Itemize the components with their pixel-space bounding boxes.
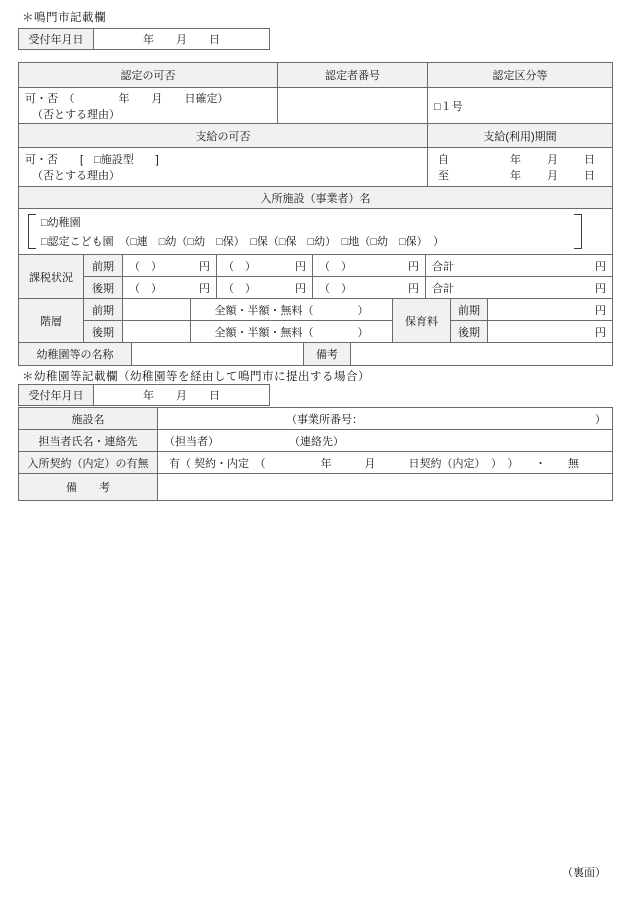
receipt-date-label: 受付年月日	[19, 29, 94, 50]
yen-unit: 円	[295, 260, 306, 273]
yen-unit: 円	[595, 260, 606, 273]
tier-label: 階層	[19, 299, 84, 343]
total-label: 合計	[432, 260, 454, 273]
approval-decision-cell	[19, 88, 278, 124]
contact-person-label: 担当者氏名・連絡先	[19, 430, 158, 452]
paren-field: （ ）	[319, 260, 352, 273]
contact-person-field	[158, 430, 613, 452]
back-side-note: （裏面）	[562, 867, 606, 879]
kindergarten-remarks-field	[158, 474, 613, 501]
yen-unit: 円	[199, 260, 210, 273]
childcare-fee-label: 保育料	[393, 299, 451, 343]
bracket-right-icon	[574, 214, 582, 249]
fee-amount-cell: 円	[488, 299, 613, 321]
payment-period-cell	[428, 148, 613, 187]
tier-value-field	[123, 299, 191, 321]
total-label: 合計	[432, 282, 454, 295]
period-to-year: 年	[510, 170, 521, 183]
term-label: 後期	[84, 321, 123, 343]
term-label: 後期	[451, 321, 488, 343]
admission-contract-field: 有（ 契約・内定 （ 年 月 日契約（内定） ） ） ・ 無	[158, 452, 613, 474]
bracket-left-icon	[28, 214, 36, 249]
fee-amount-cell: 円	[488, 321, 613, 343]
admission-contract-row	[19, 452, 613, 474]
approver-number-field	[278, 88, 428, 124]
facility-header-row	[19, 187, 613, 209]
approval-header: 認定の可否	[19, 63, 278, 88]
receipt-date-field: 年 月 日	[94, 385, 270, 406]
paren-field: （ ）	[129, 260, 162, 273]
facility-name-label: 施設名	[19, 408, 158, 430]
city-receipt-table	[18, 28, 270, 50]
kindergarten-section-title: ＊幼稚園等記載欄（幼稚園等を経由して鳴門市に提出する場合）	[22, 371, 370, 383]
period-to-day: 日	[584, 170, 595, 183]
approver-number-header: 認定者番号	[278, 63, 428, 88]
approval-decision-line2: （否とする理由）	[32, 109, 120, 121]
kindergarten-remarks-row	[19, 474, 613, 501]
kindergarten-receipt-table	[18, 384, 270, 406]
contact-info-sub: （連絡先）	[289, 435, 344, 448]
office-number-close-paren: ）	[595, 413, 606, 426]
facility-options	[36, 211, 574, 252]
tier-row-second	[84, 321, 393, 343]
admission-contract-label: 入所契約（内定）の有無	[19, 452, 158, 474]
payment-header-row	[19, 124, 613, 148]
payment-header: 支給の可否	[19, 124, 428, 148]
tier-group	[19, 299, 613, 343]
facility-name-field	[158, 408, 613, 430]
period-from-month: 月	[547, 153, 558, 166]
tax-status-label: 課税状況	[19, 255, 84, 299]
tier-exemption-cell: 全額・半額・無料（ ）	[191, 299, 393, 321]
period-to-line	[428, 167, 612, 183]
facility-header: 入所施設（事業者）名	[19, 187, 613, 209]
facility-option-kodomoen: □認定こども園 （□連 □幼（□幼 □保） □保（□保 □幼） □地（□幼 □保） ）	[41, 236, 445, 248]
period-from-day: 日	[584, 153, 595, 166]
payment-decision-line2: （否とする理由）	[32, 170, 120, 183]
payment-period-header: 支給(利用)期間	[428, 124, 613, 148]
tax-amount-cell	[123, 277, 217, 299]
category-checkbox-cell: □１号	[428, 88, 613, 124]
tier-row-first	[84, 299, 393, 321]
tax-status-row-second	[84, 277, 613, 299]
kindergarten-remarks-label: 備 考	[19, 474, 158, 501]
payment-value-row	[19, 148, 613, 187]
term-label: 前期	[84, 255, 123, 277]
tax-amount-cell	[217, 277, 313, 299]
payment-decision-line1: 可・否 [ □施設型 ]	[25, 153, 159, 166]
tax-amount-cell	[217, 255, 313, 277]
kindergarten-name-label: 幼稚園等の名称	[19, 343, 132, 366]
contact-person-sub: （担当者）	[164, 435, 219, 448]
paren-field: （ ）	[223, 260, 256, 273]
yen-unit: 円	[595, 282, 606, 295]
tier-value-field	[123, 321, 191, 343]
tax-status-group	[19, 255, 613, 299]
period-to-month: 月	[547, 170, 558, 183]
facility-name-row	[19, 408, 613, 430]
kindergarten-name-row	[19, 343, 613, 366]
facility-options-row	[19, 209, 613, 255]
tax-total-cell	[426, 277, 613, 299]
payment-decision-cell	[19, 148, 428, 187]
tax-amount-cell	[313, 255, 426, 277]
approval-header-row	[19, 63, 613, 88]
table-row	[19, 385, 270, 406]
term-label: 後期	[84, 277, 123, 299]
tax-amount-cell	[123, 255, 217, 277]
term-label: 前期	[451, 299, 488, 321]
kindergarten-name-field	[132, 343, 304, 366]
tier-exemption-cell: 全額・半額・無料（ ）	[191, 321, 393, 343]
office-number-prefix: （事業所番号：	[286, 413, 363, 426]
facility-options-cell	[19, 209, 613, 255]
childcare-fee-rows	[451, 299, 613, 343]
table-row	[19, 29, 270, 50]
period-from-prefix: 自	[438, 153, 449, 166]
remarks-field	[351, 343, 613, 366]
facility-option-kindergarten: □幼稚園	[41, 217, 81, 229]
tax-status-row-first	[84, 255, 613, 277]
city-section-title: ＊鳴門市記載欄	[22, 12, 106, 24]
period-from-line	[428, 151, 612, 167]
remarks-label: 備考	[304, 343, 351, 366]
yen-unit: 円	[408, 260, 419, 273]
paren-field: （ ）	[319, 282, 352, 295]
yen-unit: 円	[295, 282, 306, 295]
approval-value-row	[19, 88, 613, 124]
city-main-table	[18, 62, 613, 366]
receipt-date-label: 受付年月日	[19, 385, 94, 406]
tax-total-cell	[426, 255, 613, 277]
yen-unit: 円	[199, 282, 210, 295]
receipt-date-field: 年 月 日	[94, 29, 270, 50]
term-label: 前期	[84, 299, 123, 321]
fee-row-first	[451, 299, 613, 321]
paren-field: （ ）	[223, 282, 256, 295]
tier-rows	[84, 299, 393, 343]
period-from-year: 年	[510, 153, 521, 166]
approval-decision-line1: 可・否 （ 年 月 日確定）	[25, 93, 229, 105]
fee-row-second	[451, 321, 613, 343]
paren-field: （ ）	[129, 282, 162, 295]
contact-person-row	[19, 430, 613, 452]
category-header: 認定区分等	[428, 63, 613, 88]
yen-unit: 円	[408, 282, 419, 295]
kindergarten-main-table	[18, 407, 613, 501]
tax-status-rows	[84, 255, 613, 299]
period-to-prefix: 至	[438, 170, 449, 183]
tax-amount-cell	[313, 277, 426, 299]
